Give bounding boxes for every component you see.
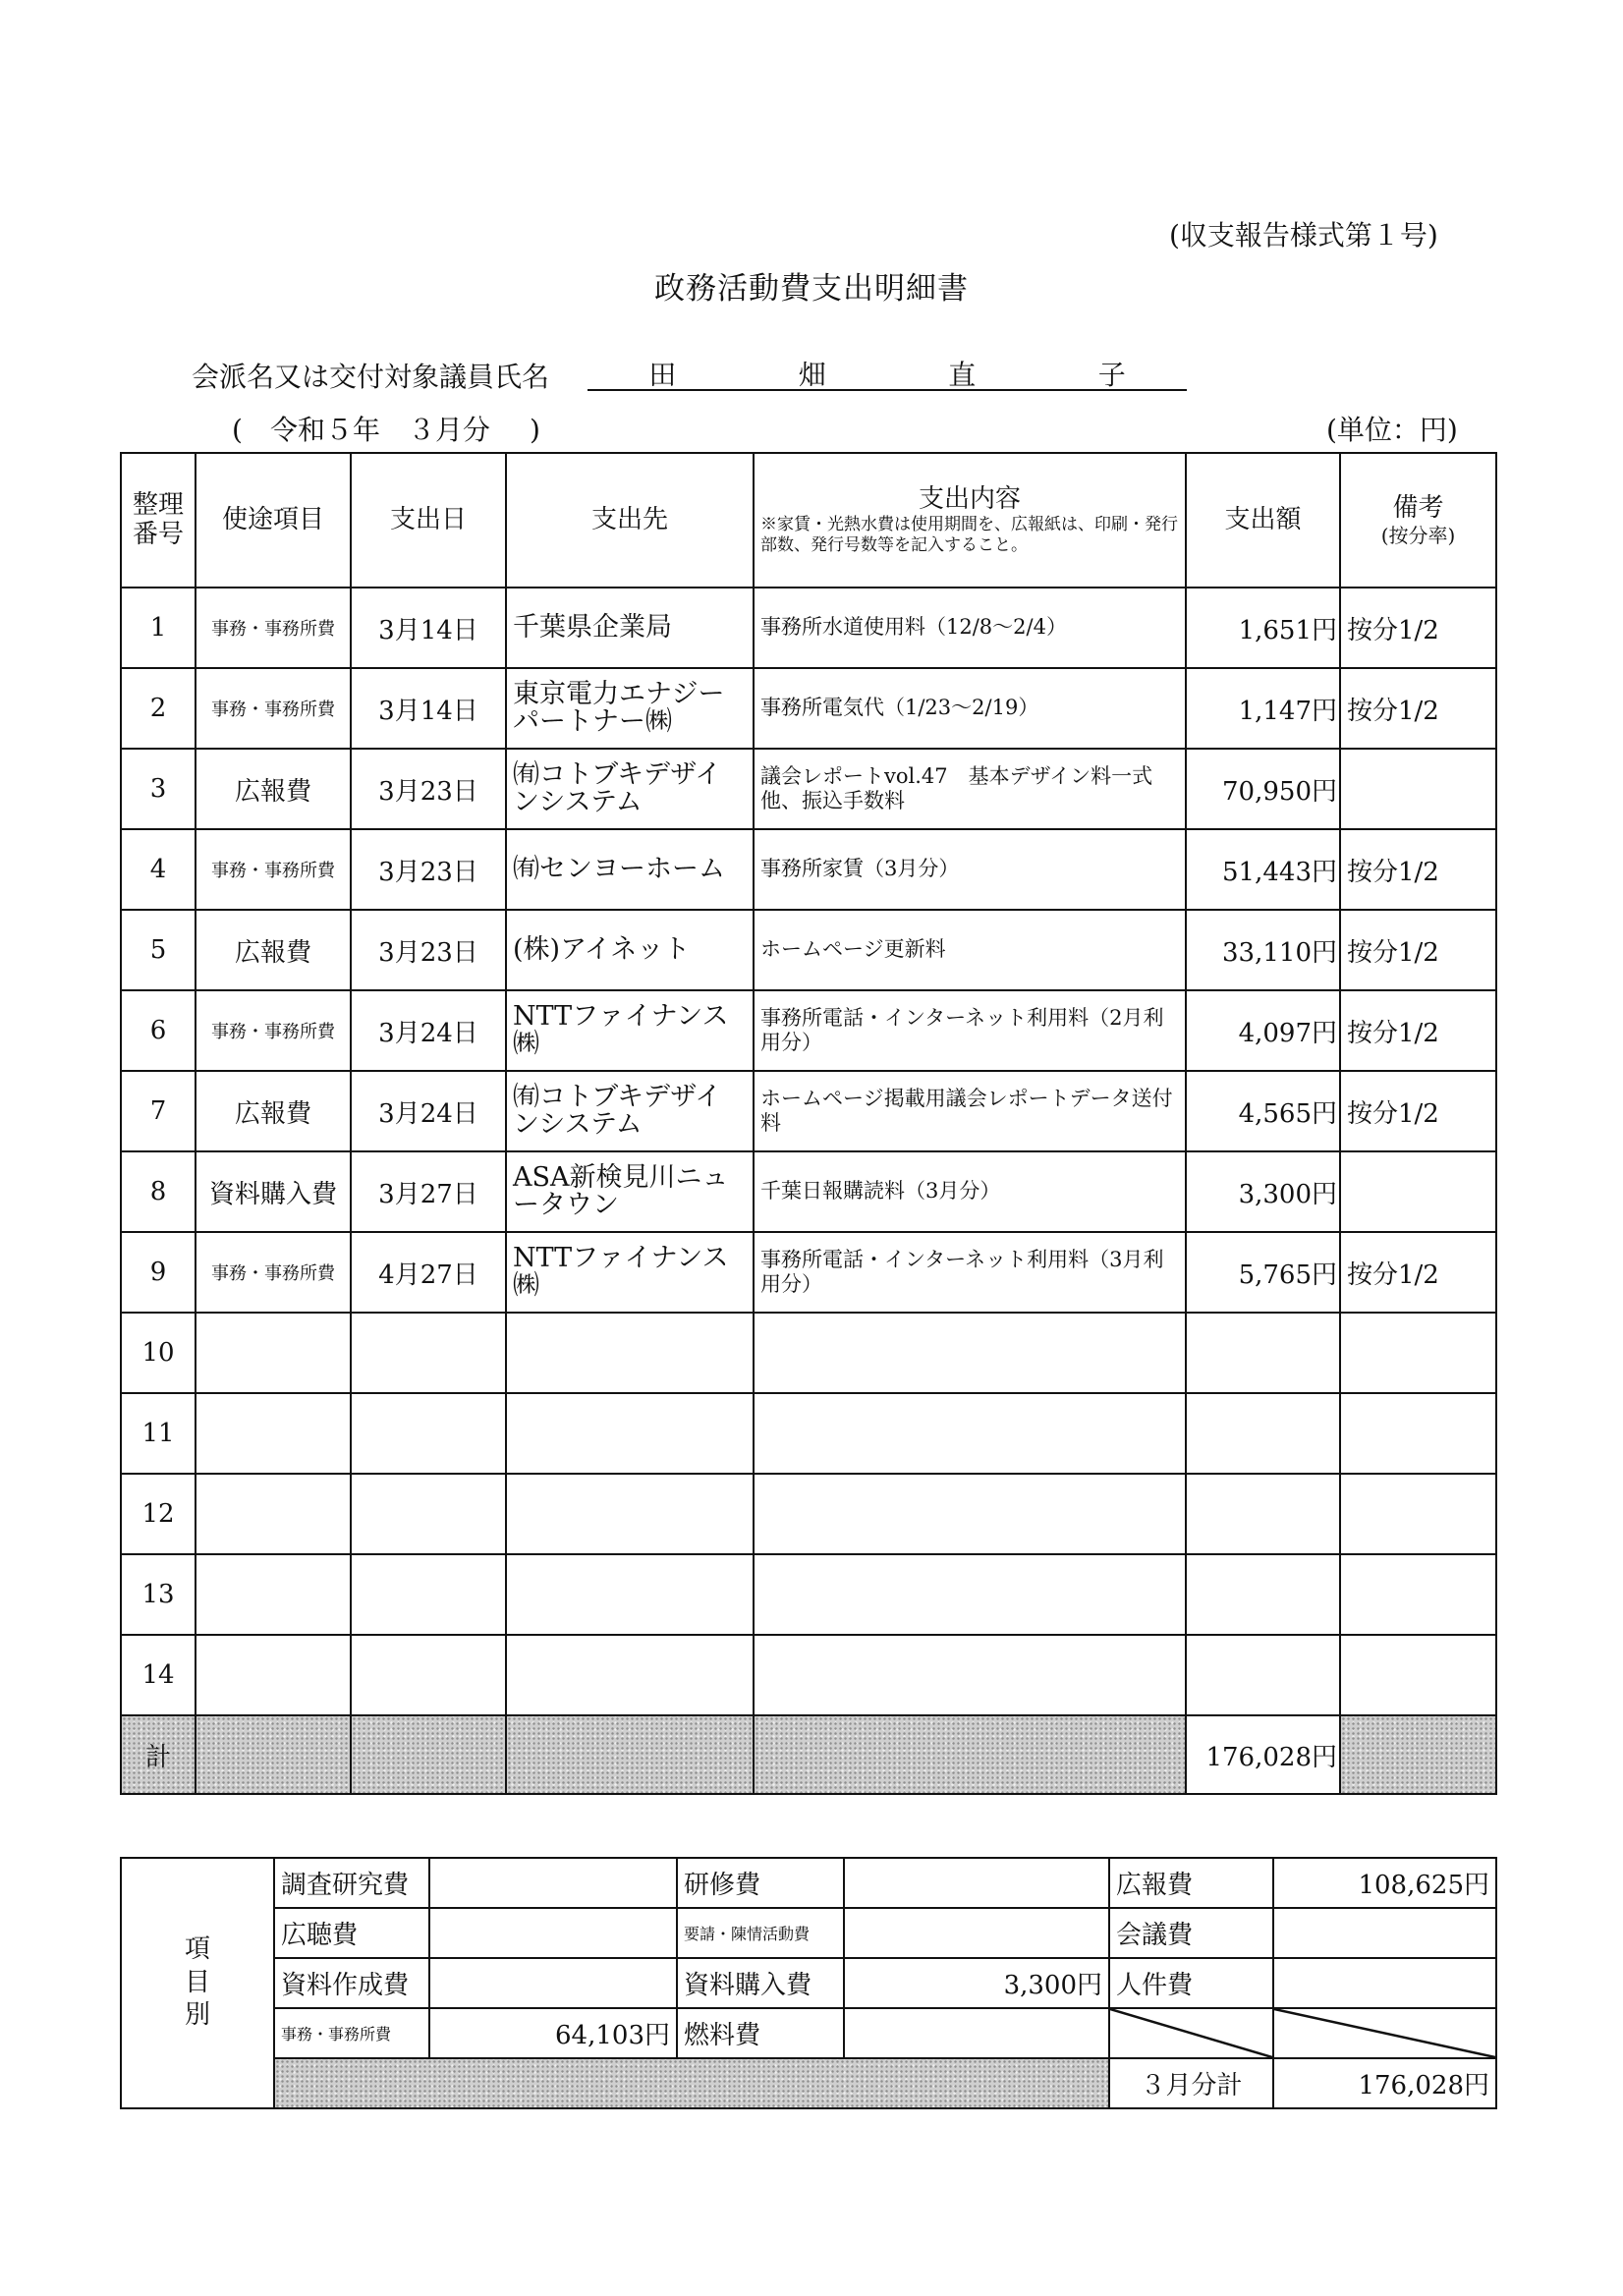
summary-row — [121, 1858, 1496, 1908]
row-amount — [1186, 1474, 1340, 1554]
summary-struck-cell — [1273, 2008, 1496, 2058]
summary-side-char: 項 — [184, 1933, 210, 1964]
row-payee: 東京電力エナジーパートナー㈱ — [506, 668, 754, 749]
row-payee: 千葉県企業局 — [506, 588, 754, 668]
row-remark — [1340, 1554, 1496, 1635]
row-no: 10 — [121, 1313, 196, 1393]
summary-personnel-value — [1273, 1958, 1496, 2008]
header-content — [754, 453, 1186, 588]
row-no: 7 — [121, 1071, 196, 1151]
header-content-title: 支出内容 — [918, 483, 1021, 514]
table-row — [121, 990, 1496, 1071]
row-content: 千葉日報購読料（3月分） — [754, 1151, 1186, 1232]
row-remark: 按分1/2 — [1340, 829, 1496, 910]
row-remark: 按分1/2 — [1340, 668, 1496, 749]
row-category — [196, 1313, 351, 1393]
row-date: 3月14日 — [351, 668, 506, 749]
document-title: 政務活動費支出明細書 — [654, 271, 969, 307]
total-amount: 176,028円 — [1186, 1715, 1340, 1794]
table-row — [121, 1554, 1496, 1635]
row-payee: (株)アイネット — [506, 910, 754, 990]
row-date — [351, 1635, 506, 1715]
row-content — [754, 1474, 1186, 1554]
member-name-char: 子 — [1097, 359, 1126, 391]
member-name-char: 田 — [648, 359, 677, 391]
table-row — [121, 1151, 1496, 1232]
summary-side-char: 別 — [184, 2000, 210, 2031]
row-remark — [1340, 1151, 1496, 1232]
row-category: 事務・事務所費 — [196, 1232, 351, 1313]
row-content: 事務所電話・インターネット利用料（3月利用分） — [754, 1232, 1186, 1313]
row-amount: 3,300円 — [1186, 1151, 1340, 1232]
row-category — [196, 1474, 351, 1554]
table-row — [121, 1071, 1496, 1151]
total-shaded-cell — [196, 1715, 351, 1794]
row-amount: 51,443円 — [1186, 829, 1340, 910]
row-category: 広報費 — [196, 749, 351, 829]
row-content — [754, 1393, 1186, 1474]
row-amount: 5,765円 — [1186, 1232, 1340, 1313]
row-content: 事務所家賃（3月分） — [754, 829, 1186, 910]
summary-side-label — [121, 1858, 274, 2108]
summary-row — [121, 2008, 1496, 2058]
row-payee: ㈲コトブキデザインシステム — [506, 749, 754, 829]
summary-research-value — [429, 1858, 677, 1908]
table-row — [121, 1393, 1496, 1474]
expense-table-header — [121, 453, 1496, 588]
row-amount — [1186, 1313, 1340, 1393]
row-category: 事務・事務所費 — [196, 990, 351, 1071]
row-remark — [1340, 749, 1496, 829]
row-content — [754, 1554, 1186, 1635]
summary-fuel-value — [844, 2008, 1109, 2058]
table-row — [121, 910, 1496, 990]
row-content: ホームページ掲載用議会レポートデータ送付料 — [754, 1071, 1186, 1151]
table-row — [121, 588, 1496, 668]
member-name-char: 畑 — [798, 359, 826, 391]
row-remark — [1340, 1635, 1496, 1715]
expense-table — [120, 452, 1497, 1795]
row-remark — [1340, 1393, 1496, 1474]
row-remark: 按分1/2 — [1340, 1071, 1496, 1151]
summary-row — [121, 1908, 1496, 1958]
row-category — [196, 1393, 351, 1474]
row-date: 3月14日 — [351, 588, 506, 668]
row-payee — [506, 1393, 754, 1474]
summary-materials-purchase-value: 3,300円 — [844, 1958, 1109, 2008]
category-summary-table — [120, 1857, 1497, 2109]
row-content: 事務所水道使用料（12/8～2/4） — [754, 588, 1186, 668]
header-date: 支出日 — [351, 453, 506, 588]
summary-month-total-label: ３月分計 — [1109, 2058, 1273, 2108]
row-amount: 33,110円 — [1186, 910, 1340, 990]
row-date: 3月23日 — [351, 910, 506, 990]
total-shaded-cell — [1340, 1715, 1496, 1794]
summary-training-value — [844, 1858, 1109, 1908]
total-shaded-cell — [506, 1715, 754, 1794]
table-row — [121, 668, 1496, 749]
row-remark: 按分1/2 — [1340, 588, 1496, 668]
row-amount: 4,097円 — [1186, 990, 1340, 1071]
row-date: 3月27日 — [351, 1151, 506, 1232]
summary-row — [121, 1958, 1496, 2008]
table-row — [121, 1313, 1496, 1393]
row-payee: ASA新検見川ニュータウン — [506, 1151, 754, 1232]
row-amount — [1186, 1635, 1340, 1715]
row-no: 3 — [121, 749, 196, 829]
row-no: 2 — [121, 668, 196, 749]
period-open-paren: ( — [232, 414, 243, 446]
row-no: 14 — [121, 1635, 196, 1715]
row-category: 事務・事務所費 — [196, 588, 351, 668]
row-date: 3月23日 — [351, 829, 506, 910]
header-amount: 支出額 — [1186, 453, 1340, 588]
summary-month-total-value: 176,028円 — [1273, 2058, 1496, 2108]
row-category: 資料購入費 — [196, 1151, 351, 1232]
row-amount: 4,565円 — [1186, 1071, 1340, 1151]
table-row — [121, 749, 1496, 829]
member-label: 会派名又は交付対象議員氏名 — [192, 361, 550, 393]
summary-materials-purchase-label: 資料購入費 — [677, 1958, 844, 2008]
row-remark: 按分1/2 — [1340, 910, 1496, 990]
summary-pr-label: 広報費 — [1109, 1858, 1273, 1908]
member-name-underline — [588, 389, 1187, 391]
row-no: 1 — [121, 588, 196, 668]
table-row — [121, 829, 1496, 910]
row-date — [351, 1313, 506, 1393]
table-row — [121, 1635, 1496, 1715]
row-date — [351, 1474, 506, 1554]
total-label: 計 — [121, 1715, 196, 1794]
row-date: 3月24日 — [351, 990, 506, 1071]
row-content: 事務所電話・インターネット利用料（2月利用分） — [754, 990, 1186, 1071]
summary-fuel-label: 燃料費 — [677, 2008, 844, 2058]
row-date — [351, 1393, 506, 1474]
summary-hearing-value — [429, 1908, 677, 1958]
summary-hearing-label: 広聴費 — [274, 1908, 429, 1958]
row-category — [196, 1635, 351, 1715]
summary-materials-making-label: 資料作成費 — [274, 1958, 429, 2008]
row-payee — [506, 1554, 754, 1635]
row-content: 議会レポートvol.47 基本デザイン料一式他、振込手数料 — [754, 749, 1186, 829]
row-category — [196, 1554, 351, 1635]
row-remark: 按分1/2 — [1340, 1232, 1496, 1313]
row-no: 9 — [121, 1232, 196, 1313]
row-payee — [506, 1474, 754, 1554]
row-category: 事務・事務所費 — [196, 668, 351, 749]
row-category: 事務・事務所費 — [196, 829, 351, 910]
member-name — [588, 354, 1187, 393]
row-date: 3月23日 — [351, 749, 506, 829]
row-content: ホームページ更新料 — [754, 910, 1186, 990]
row-no: 8 — [121, 1151, 196, 1232]
row-no: 4 — [121, 829, 196, 910]
summary-office-value: 64,103円 — [429, 2008, 677, 2058]
row-date: 4月27日 — [351, 1232, 506, 1313]
header-no: 整理番号 — [121, 453, 196, 588]
row-category: 広報費 — [196, 910, 351, 990]
row-content — [754, 1313, 1186, 1393]
row-amount: 1,147円 — [1186, 668, 1340, 749]
summary-shaded-area — [274, 2058, 1109, 2108]
summary-materials-making-value — [429, 1958, 677, 2008]
row-payee — [506, 1635, 754, 1715]
summary-training-label: 研修費 — [677, 1858, 844, 1908]
table-row — [121, 1474, 1496, 1554]
row-date: 3月24日 — [351, 1071, 506, 1151]
row-category: 広報費 — [196, 1071, 351, 1151]
row-amount: 70,950円 — [1186, 749, 1340, 829]
summary-meeting-label: 会議費 — [1109, 1908, 1273, 1958]
summary-petition-value — [844, 1908, 1109, 1958]
row-payee — [506, 1313, 754, 1393]
header-remark-sub: (按分率) — [1380, 524, 1456, 548]
row-amount: 1,651円 — [1186, 588, 1340, 668]
summary-pr-value: 108,625円 — [1273, 1858, 1496, 1908]
total-row — [121, 1715, 1496, 1794]
summary-research-label: 調査研究費 — [274, 1858, 429, 1908]
member-name-char: 直 — [948, 359, 977, 391]
unit-label: (単位：円) — [1326, 414, 1458, 446]
row-payee: ㈲コトブキデザインシステム — [506, 1071, 754, 1151]
row-no: 12 — [121, 1474, 196, 1554]
row-no: 6 — [121, 990, 196, 1071]
table-row — [121, 1232, 1496, 1313]
summary-struck-cell — [1109, 2008, 1273, 2058]
row-content — [754, 1635, 1186, 1715]
period-text: 令和５年 ３月分 — [269, 414, 490, 446]
row-date — [351, 1554, 506, 1635]
row-payee: NTTファイナンス㈱ — [506, 1232, 754, 1313]
form-number: (収支報告様式第１号) — [1169, 219, 1438, 252]
summary-personnel-label: 人件費 — [1109, 1958, 1273, 2008]
row-amount — [1186, 1554, 1340, 1635]
summary-side-char: 目 — [184, 1967, 210, 1997]
summary-row — [121, 2058, 1496, 2108]
report-period — [232, 409, 540, 448]
row-payee: ㈲センヨーホーム — [506, 829, 754, 910]
header-remark — [1340, 453, 1496, 588]
summary-petition-label: 要請・陳情活動費 — [677, 1908, 844, 1958]
row-remark: 按分1/2 — [1340, 990, 1496, 1071]
row-no: 11 — [121, 1393, 196, 1474]
row-payee: NTTファイナンス㈱ — [506, 990, 754, 1071]
header-category: 使途項目 — [196, 453, 351, 588]
row-remark — [1340, 1313, 1496, 1393]
period-close-paren: ) — [529, 414, 540, 446]
row-no: 5 — [121, 910, 196, 990]
summary-meeting-value — [1273, 1908, 1496, 1958]
row-no: 13 — [121, 1554, 196, 1635]
row-content: 事務所電気代（1/23～2/19） — [754, 668, 1186, 749]
row-amount — [1186, 1393, 1340, 1474]
row-remark — [1340, 1474, 1496, 1554]
header-payee: 支出先 — [506, 453, 754, 588]
summary-office-label: 事務・事務所費 — [274, 2008, 429, 2058]
header-content-note: ※家賃・光熱水費は使用期間を、広報紙は、印刷・発行部数、発行号数等を記入すること。 — [760, 514, 1178, 556]
total-shaded-cell — [351, 1715, 506, 1794]
total-shaded-cell — [754, 1715, 1186, 1794]
header-remark-title: 備考 — [1392, 492, 1444, 523]
